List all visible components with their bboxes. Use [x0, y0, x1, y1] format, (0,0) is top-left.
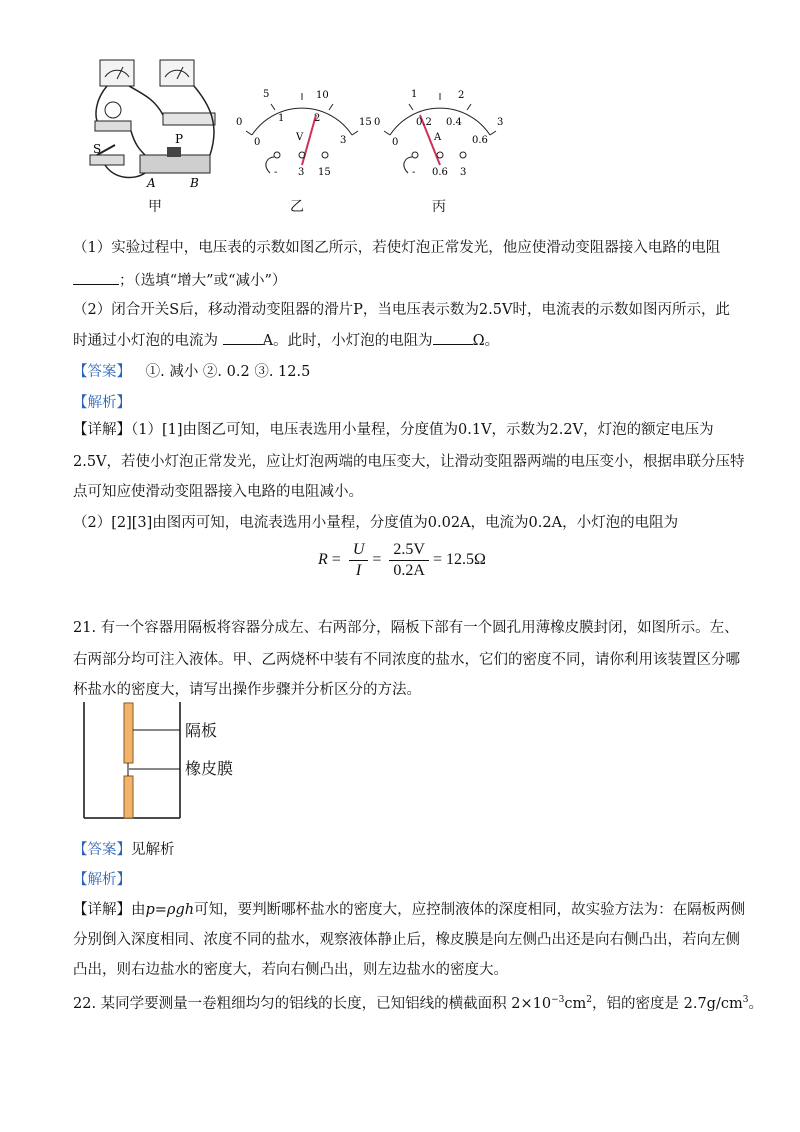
v-top-10: 10	[316, 90, 329, 101]
q20-p1-line2	[73, 270, 286, 291]
q20-detail-1	[73, 420, 714, 440]
q20-p1-line1: （1）实验过程中，电压表的示数如图乙所示，若使灯泡正常发光，他应使滑动变阻器接入电路的电阻	[73, 240, 721, 256]
switch-label: S	[93, 142, 102, 156]
a-top-0: 0	[374, 117, 381, 128]
q21-line1: 21. 有一个容器用隔板将容器分成左、右两部分，隔板下部有一个圆孔用薄橡皮膜封闭，如图所示。左、	[73, 620, 739, 636]
a-bot-06: 0.6	[472, 135, 488, 146]
formula-result: 12.5Ω	[446, 551, 486, 569]
q22-text-a: 22. 某同学要测量一卷粗细均匀的铝线的长度，已知铝线的横截面积 2×10	[73, 995, 552, 1012]
end-b-label: B	[190, 176, 199, 190]
q21-detail-1-a: 由	[131, 902, 146, 918]
a-bot-0: 0	[392, 137, 399, 148]
v-top-15: 15	[359, 117, 372, 128]
caption-jia: 甲	[148, 199, 162, 215]
circuit-figure-jia	[85, 55, 230, 195]
q21-detail-3: 凸出，则右边盐水的密度大，若向右侧凸出，则左边盐水的密度大。	[73, 962, 508, 978]
label-partition: 隔板	[185, 721, 218, 740]
slider-label: P	[175, 132, 184, 146]
analysis-tag: 【解析】	[73, 395, 131, 411]
a-bot-04: 0.4	[446, 117, 462, 128]
v-top-5: 5	[263, 89, 270, 100]
v-top-0: 0	[236, 117, 243, 128]
end-a-label: A	[147, 176, 156, 190]
q22-exp3: 3	[742, 995, 749, 1005]
container-diagram	[80, 700, 190, 820]
q20-p2-line1: （2）闭合开关S后，移动滑动变阻器的滑片P，当电压表示数为2.5V时，电流表的示数如图丙所示，此	[73, 302, 730, 318]
v-term-15: 15	[318, 167, 331, 178]
q20-p2-line2-c: Ω。	[472, 333, 500, 349]
q21-detail-1-b: 可知，要判断哪杯盐水的密度大，应控制液体的深度相同，故实验方法为：在隔板两侧	[194, 902, 746, 918]
q20-answer	[73, 362, 310, 382]
formula-den2: 0.2A	[393, 562, 425, 579]
q22-exp2: 2	[586, 995, 592, 1005]
blank-3[interactable]	[433, 330, 473, 345]
a-bot-02: 0.2	[416, 117, 432, 128]
q20-detail-4: （2）[2][3]由图丙可知，电流表选用小量程，分度值为0.02A，电流为0.2A，小灯泡的电阻为	[73, 515, 679, 531]
v-bot-1: 1	[278, 113, 285, 124]
q21-answer-text: 见解析	[131, 842, 175, 858]
a-unit: A	[434, 132, 442, 143]
a-term-06: 0.6	[432, 167, 448, 178]
detail-tag: 【详解】	[73, 422, 131, 438]
blank-2[interactable]	[223, 330, 263, 345]
q22-text-c: ，铝的密度是 2.7g/cm	[592, 995, 743, 1012]
ammeter-dial	[370, 85, 510, 180]
v-unit: V	[296, 132, 304, 143]
q21-detail-formula: p=ρgh	[145, 902, 195, 918]
v-bot-2: 2	[314, 113, 321, 124]
v-bot-3: 3	[340, 135, 347, 146]
a-top-3: 3	[497, 117, 504, 128]
q21-line3: 杯盐水的密度大，请写出操作步骤并分析区分的方法。	[73, 682, 421, 698]
q22-exp1: −3	[551, 995, 565, 1005]
formula-num1: U	[349, 540, 369, 561]
a-top-1: 1	[411, 89, 418, 100]
q21-line2: 右两部分均可注入液体。甲、乙两烧杯中装有不同浓度的盐水，它们的密度不同，请你利用该装置区分哪	[73, 652, 740, 668]
q22-text-b: cm	[564, 995, 587, 1012]
blank-1[interactable]	[73, 270, 119, 285]
q20-detail-2: 2.5V，若使小灯泡正常发光，应让灯泡两端的电压变大，让滑动变阻器两端的电压变小，根据串联分压特	[73, 454, 745, 470]
q21-answer-tag: 【答案】	[73, 842, 131, 858]
a-term-3: 3	[460, 167, 467, 178]
q20-p2-line2-a: 时通过小灯泡的电流为	[73, 333, 223, 349]
q22-line1	[73, 990, 763, 1014]
formula-lhs: R	[318, 551, 328, 569]
q21-detail-2: 分别倒入深度相同、浓度不同的盐水，观察液体静止后，橡皮膜是向左侧凸出还是向右侧凸出，若向左侧	[73, 932, 740, 948]
caption-yi: 乙	[290, 199, 304, 215]
q20-detail-3: 点可知应使滑动变阻器接入电路的电阻减小。	[73, 484, 363, 500]
v-bot-0: 0	[254, 137, 261, 148]
v-term-neg: -	[274, 167, 278, 178]
q20-p1-line2-text: ；（选填“增大”或“减小”）	[119, 273, 287, 289]
q21-analysis-tag: 【解析】	[73, 872, 131, 888]
resistance-formula: R = $\frac{U}{I}$ = $\frac{2.5V}{0.2A}$ = 12.5Ω	[318, 541, 486, 579]
caption-bing: 丙	[432, 199, 446, 215]
v-term-3: 3	[298, 167, 305, 178]
q21-detail-1	[73, 900, 745, 920]
a-top-2: 2	[458, 90, 465, 101]
q20-detail-1-text: （1）[1]由图乙可知，电压表选用小量程，分度值为0.1V，示数为2.2V，灯泡的额定电压为	[131, 422, 714, 438]
q22-text-d: 。	[748, 995, 763, 1012]
formula-den1: I	[355, 562, 362, 579]
answer-text: ①. 减小 ②. 0.2 ③. 12.5	[145, 364, 311, 380]
answer-tag: 【答案】	[73, 364, 131, 380]
a-term-neg: -	[412, 167, 416, 178]
voltmeter-dial	[232, 85, 372, 180]
formula-num2: 2.5V	[389, 540, 429, 561]
q21-detail-tag: 【详解】	[73, 902, 131, 918]
label-membrane: 橡皮膜	[185, 759, 234, 778]
q21-answer	[73, 840, 175, 860]
q20-p2-line2	[73, 330, 499, 351]
q20-p2-line2-b: A。此时，小灯泡的电阻为	[262, 333, 433, 349]
